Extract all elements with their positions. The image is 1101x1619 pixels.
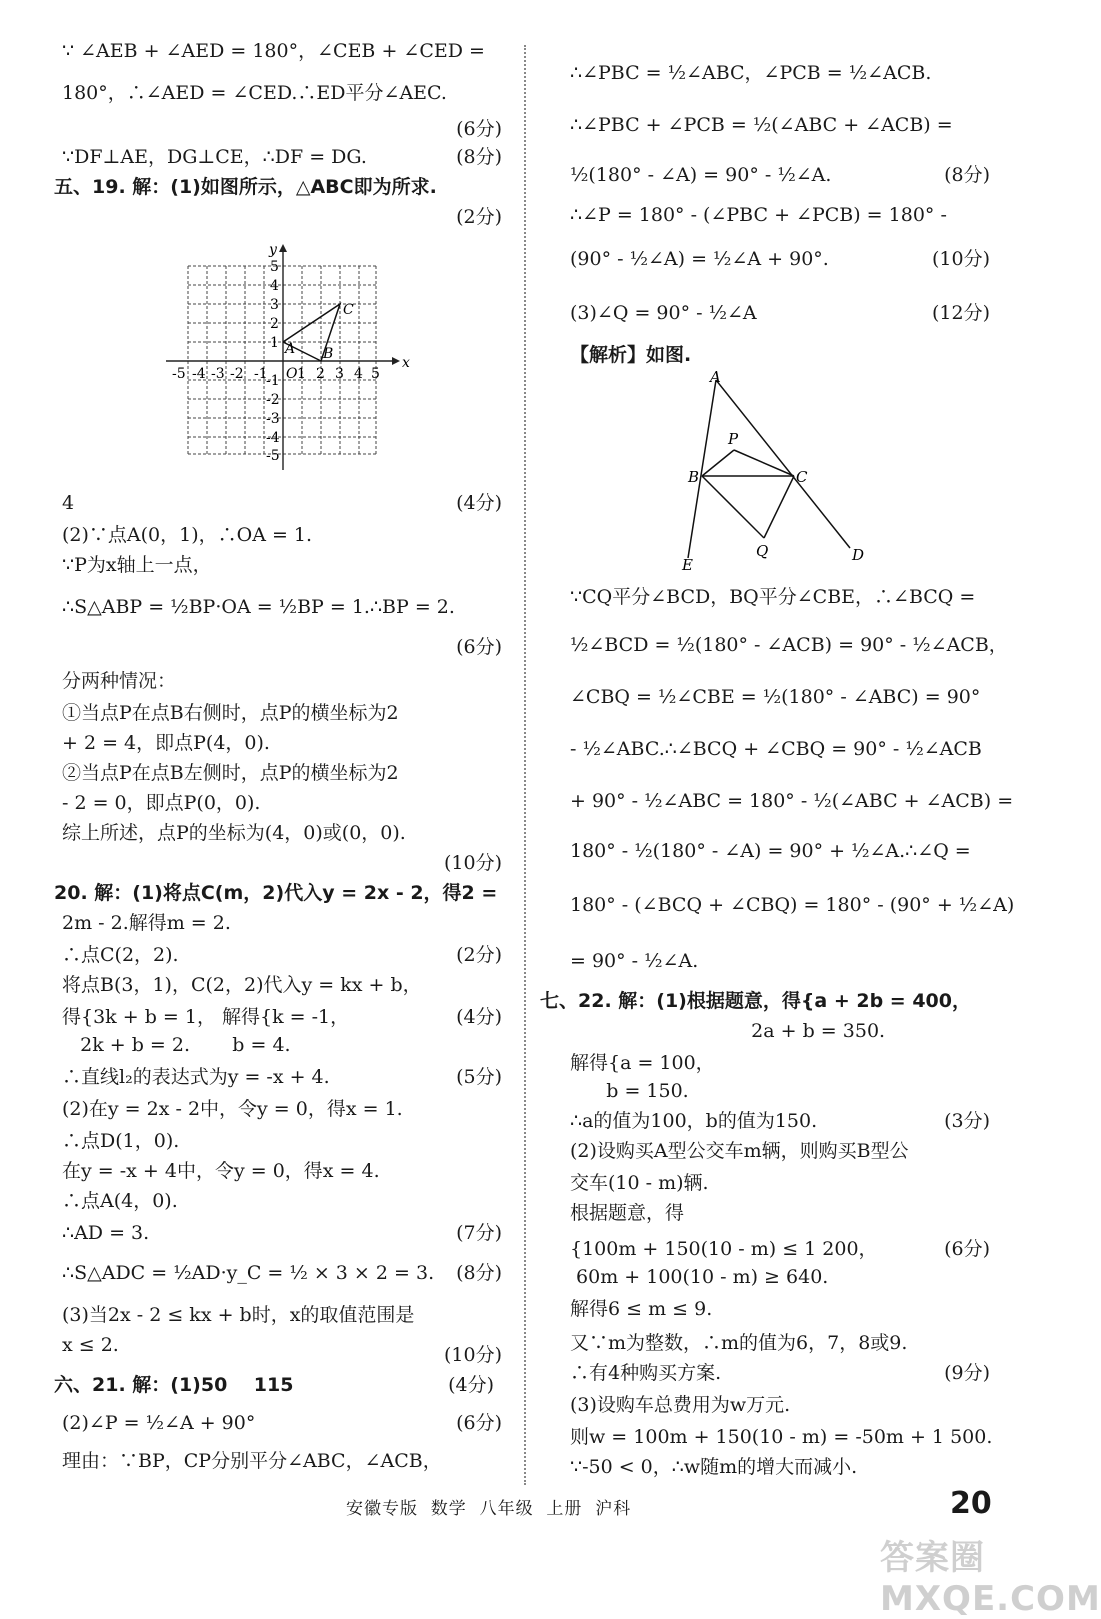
- text-line: + 2 = 4，即点P(4，0).: [62, 732, 270, 754]
- svg-text:A: A: [710, 368, 721, 386]
- text-line: 2k + b = 2. b = 4.: [62, 1034, 291, 1056]
- text-line: ∠CBQ = ½∠CBE = ½(180° - ∠ABC) = 90°: [570, 686, 981, 708]
- svg-text:-1: -1: [266, 373, 280, 389]
- text-line: (3)当2x - 2 ≤ kx + b时，x的取值范围是: [62, 1304, 415, 1326]
- page-footer: [0, 1486, 1069, 1526]
- svg-text:3: 3: [335, 366, 344, 382]
- text-line: ∴点D(1，0).: [62, 1130, 180, 1152]
- text-line: 则w = 100m + 150(10 - m) = -50m + 1 500.: [570, 1426, 993, 1448]
- text-line: 得{3k + b = 1， 解得{k = -1， (4分): [62, 1006, 502, 1028]
- svg-text:3: 3: [270, 297, 279, 313]
- text-line: ∵-50 < 0，∴w随m的增大而减小.: [570, 1456, 858, 1478]
- text-line: (2)设购买A型公交车m辆，则购买B型公: [570, 1140, 909, 1162]
- question-19-start: 五、19. 解：(1)如图所示，△ABC即为所求.: [54, 176, 437, 198]
- svg-text:5: 5: [270, 259, 279, 275]
- svg-text:4: 4: [354, 366, 363, 382]
- answer-page: ∵ ∠AEB + ∠AED = 180°，∠CEB + ∠CED = 180°，∴∠AED = ∠CED.∴ED平分∠AEC. (6分) ∵DF⊥AE，DG⊥CE，∴DF = DG. (8分) 五、19. 解：(1)如图所示，△ABC即为所求. (2分) x y O -5 -4 -3 -2 -1 1 2 3 4 5 5 4 3 2 1 -1 -2 -3 -4 -5 A B C 4 (4分) (2)∵点A(0，1)，∴OA = 1. ∵P为x轴上一点， ∴S△ABP = ½BP·OA = ½BP = 1.∴BP = 2. (6分) 分两种情况： ①当点P在点B右侧时，点P的横坐标为2 + 2 = 4，即点P(4，0). ②当点P在点B左侧时，点P的横坐标为2 - 2 = 0，即点P(0，0). 综上所述，点P的坐标为(4，0)或(0，0). (10分) 20. 解：(1)将点C(m，2)代入y = 2x - 2，得2 = 2m - 2.解得m = 2. ∴点C(2，2). (2分) 将点B(3，1)，C(2，2)代入y = kx + b， 得{3k + b = 1， 解得{k = -1， (4分) 2k + b = 2. b = 4. ∴直线l₂的表达式为y = -x + 4. (5分) (2)在y = 2x - 2中，令y = 0，得x = 1. ∴点D(1，0). 在y = -x + 4中，令y = 0，得x = 4. ∴点A(4，0). ∴AD = 3. (7分) ∴S△ADC = ½AD·y_C = ½ × 3 × 2 = 3. (8分) (3)当2x - 2 ≤ kx + b时，x的取值范围是 x ≤ 2. (10分) 六、21. 解：(1)50 115 (4分) (2)∠P = ½∠A + 90° (6分) 理由：∵BP，CP分别平分∠ABC，∠ACB， ∴∠PBC = ½∠ABC，∠PCB = ½∠ACB. ∴∠PBC + ∠PCB = ½(∠ABC + ∠ACB) = ½(180° - ∠A) = 90° - ½∠A. (8分) ∴∠P = 180° - (∠PBC + ∠PCB) = 180° - (90° - ½∠A) = ½∠A + 90°. (10分) (3)∠Q = 90° - ½∠A (12分) 【解析】如图. A P B C Q E D ∵CQ平分∠BCD，BQ平分∠CBE，∴∠BCQ = ½∠BCD = ½(180° - ∠ACB) = 90° - ½∠ACB， ∠CBQ = ½∠CBE = ½(180° - ∠ABC) = 90° - ½∠ABC.∴∠BCQ + ∠CBQ = 90° - ½∠ACB + 90° - ½∠ABC = 180° - ½(∠ABC + ∠ACB) = 180° - ½(180° - ∠A) = 90° + ½∠A.∴∠Q = 180° - (∠BCQ + ∠CBQ) = 180° - (90° + ½∠A) = 90° - ½∠A. 七、22. 解：(1)根据题意，得{a + 2b = 400， 2a + b = 350. 解得{a = 100， b = 150. ∴a的值为100，b的值为150. (3分) (2)设购买A型公交车m辆，则购买B型公 交车(10 - m)辆. 根据题意，得 {100m + 150(10 - m) ≤ 1 200， (6分) 60m + 100(10 - m) ≥ 640. 解得6 ≤ m ≤ 9. 又∵m为整数，∴m的值为6，7，8或9. ∴有4种购买方案. (9分) (3)设购车总费用为w万元. 则w = 100m + 150(10 - m) = -50m + 1 500. ∵-50 < 0，∴w随m的增大而减小. 安徽专版 数学 八年级 上册 沪科 20 答案圈 MXQE.COM: [0, 0, 1069, 1600]
- text-line: ∴a的值为100，b的值为150. (3分): [570, 1110, 990, 1132]
- question-22-start: 七、22. 解：(1)根据题意，得{a + 2b = 400，: [540, 990, 971, 1012]
- text-line: (2)∠P = ½∠A + 90° (6分): [62, 1412, 502, 1434]
- text-line: ∴∠PBC + ∠PCB = ½(∠ABC + ∠ACB) =: [570, 114, 953, 136]
- text-line: 180°，∴∠AED = ∠CED.∴ED平分∠AEC.: [62, 82, 447, 104]
- text-line: ½(180° - ∠A) = 90° - ½∠A. (8分): [570, 164, 990, 186]
- text-line: 交车(10 - m)辆.: [570, 1172, 709, 1194]
- coordinate-grid-figure: [166, 240, 426, 470]
- text-line: (90° - ½∠A) = ½∠A + 90°. (10分): [570, 248, 990, 270]
- x-axis-label: x: [402, 355, 410, 371]
- svg-text:B: B: [688, 468, 700, 486]
- grid-lines: [188, 266, 376, 454]
- text-line: ∴∠P = 180° - (∠PBC + ∠PCB) = 180° -: [570, 204, 947, 226]
- text-line: ∵CQ平分∠BCD，BQ平分∠CBE，∴∠BCQ =: [570, 586, 976, 608]
- svg-text:C: C: [796, 468, 808, 486]
- point-c-label: C: [343, 302, 354, 318]
- origin-label: O: [286, 366, 298, 382]
- text-line: 在y = -x + 4中，令y = 0，得x = 4.: [62, 1160, 380, 1182]
- text-line: ½∠BCD = ½(180° - ∠ACB) = 90° - ½∠ACB，: [570, 634, 1008, 656]
- x-axis-arrow-icon: [392, 357, 400, 365]
- text-line: ∴点C(2，2). (2分): [62, 944, 502, 966]
- line-ad: [716, 380, 850, 548]
- text-line: (2)在y = 2x - 2中，令y = 0，得x = 1.: [62, 1098, 403, 1120]
- text-line: ∵P为x轴上一点，: [62, 554, 212, 576]
- svg-text:-5: -5: [172, 366, 186, 382]
- svg-text:-4: -4: [192, 366, 206, 382]
- text-line: 180° - (∠BCQ + ∠CBQ) = 180° - (90° + ½∠A): [570, 894, 1015, 916]
- analysis-heading: 【解析】如图.: [570, 344, 692, 366]
- text-line: - 2 = 0，即点P(0，0).: [62, 792, 261, 814]
- text-line: ∵DF⊥AE，DG⊥CE，∴DF = DG. (8分): [62, 146, 502, 168]
- watermark: 答案圈 MXQE.COM: [880, 1538, 1101, 1619]
- text-line: ∴AD = 3. (7分): [62, 1222, 502, 1244]
- text-line: 解得6 ≤ m ≤ 9.: [570, 1298, 713, 1320]
- svg-text:1: 1: [297, 366, 306, 382]
- segment-qc: [764, 476, 794, 538]
- svg-text:4: 4: [270, 278, 279, 294]
- question-20-start: 20. 解：(1)将点C(m，2)代入y = 2x - 2，得2 =: [54, 882, 498, 904]
- text-line: 根据题意，得: [570, 1202, 685, 1224]
- svg-text:5: 5: [371, 366, 380, 382]
- text-line: x ≤ 2.: [62, 1334, 119, 1356]
- text-line: 180° - ½(180° - ∠A) = 90° + ½∠A.∴∠Q =: [570, 840, 971, 862]
- svg-text:-3: -3: [266, 411, 280, 427]
- text-line: ∴S△ABP = ½BP·OA = ½BP = 1.∴BP = 2.: [62, 596, 455, 618]
- svg-text:-3: -3: [211, 366, 225, 382]
- text-line: 60m + 100(10 - m) ≥ 640.: [570, 1266, 829, 1288]
- text-line: ②当点P在点B左侧时，点P的横坐标为2: [62, 762, 399, 784]
- text-line: ∴点A(4，0).: [62, 1190, 178, 1212]
- svg-text:-2: -2: [230, 366, 244, 382]
- text-line: 2a + b = 350.: [570, 1020, 886, 1042]
- svg-text:-1: -1: [254, 366, 268, 382]
- text-line: (3)设购车总费用为w万元.: [570, 1394, 791, 1416]
- segment-bq: [702, 476, 764, 538]
- text-line: ∴有4种购买方案. (9分): [570, 1362, 990, 1384]
- text-line: ∵ ∠AEB + ∠AED = 180°，∠CEB + ∠CED =: [62, 40, 485, 62]
- question-21-start: 六、21. 解：(1)50 115 (4分): [54, 1374, 494, 1396]
- segment-pc: [734, 450, 794, 476]
- text-line: ∴∠PBC = ½∠ABC，∠PCB = ½∠ACB.: [570, 62, 932, 84]
- svg-text:D: D: [852, 546, 865, 564]
- text-line: (3)∠Q = 90° - ½∠A (12分): [570, 302, 990, 324]
- y-axis-label: y: [269, 242, 277, 258]
- text-line: 解得{a = 100，: [570, 1052, 715, 1074]
- text-line: ∴直线l₂的表达式为y = -x + 4. (5分): [62, 1066, 502, 1088]
- text-line: 综上所述，点P的坐标为(4，0)或(0，0).: [62, 822, 406, 844]
- segment-bp: [702, 450, 734, 476]
- text-line: 理由：∵BP，CP分别平分∠ABC，∠ACB，: [62, 1450, 442, 1472]
- text-line: b = 150.: [570, 1080, 689, 1102]
- text-line: ∴S△ADC = ½AD·y_C = ½ × 3 × 2 = 3. (8分): [62, 1262, 502, 1284]
- page-number: 20: [950, 1486, 992, 1521]
- text-line: = 90° - ½∠A.: [570, 950, 699, 972]
- svg-text:1: 1: [270, 335, 279, 351]
- svg-text:-2: -2: [266, 392, 280, 408]
- svg-text:P: P: [728, 430, 739, 448]
- text-line: 分两种情况：: [62, 670, 177, 692]
- svg-text:2: 2: [270, 316, 279, 332]
- text-line: 将点B(3，1)，C(2，2)代入y = kx + b，: [62, 974, 422, 996]
- column-divider: [524, 45, 526, 1485]
- svg-text:-5: -5: [266, 448, 280, 464]
- svg-text:E: E: [682, 556, 693, 574]
- text-line: 4 (4分): [62, 492, 502, 514]
- text-line: 又∵m为整数，∴m的值为6，7，8或9.: [570, 1332, 908, 1354]
- text-line: - ½∠ABC.∴∠BCQ + ∠CBQ = 90° - ½∠ACB: [570, 738, 982, 760]
- footer-text: 安徽专版 数学 八年级 上册 沪科: [346, 1499, 632, 1519]
- angle-bisector-figure: [670, 368, 870, 574]
- svg-text:2: 2: [316, 366, 325, 382]
- point-a-label: A: [285, 341, 296, 357]
- text-line: + 90° - ½∠ABC = 180° - ½(∠ABC + ∠ACB) =: [570, 790, 1014, 812]
- svg-text:-4: -4: [266, 430, 280, 446]
- text-line: {100m + 150(10 - m) ≤ 1 200， (6分): [570, 1238, 990, 1260]
- y-axis-arrow-icon: [279, 244, 287, 252]
- text-line: (2)∵点A(0，1)，∴OA = 1.: [62, 524, 313, 546]
- point-b-label: B: [323, 346, 334, 362]
- svg-text:Q: Q: [756, 542, 769, 560]
- text-line: 2m - 2.解得m = 2.: [62, 912, 231, 934]
- text-line: ①当点P在点B右侧时，点P的横坐标为2: [62, 702, 399, 724]
